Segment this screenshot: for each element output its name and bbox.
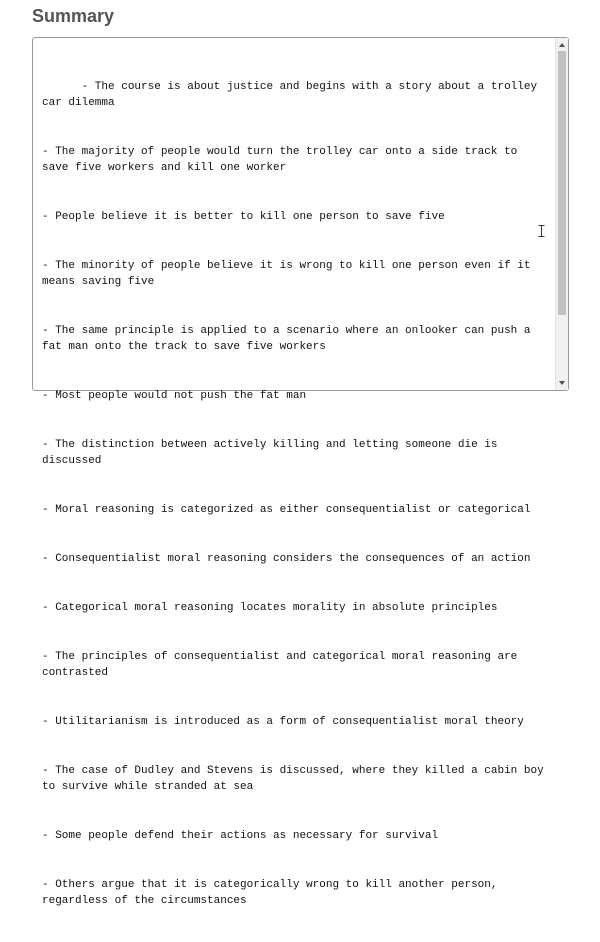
summary-line: - Consequentialist moral reasoning considers the consequences of an action bbox=[42, 553, 531, 566]
summary-line: - The principles of consequentialist and categorical moral reasoning are contrasted bbox=[42, 650, 524, 680]
summary-line: - The same principle is applied to a scenario where an onlooker can push a fat man onto the track to save five workers bbox=[42, 325, 538, 354]
summary-line: - The distinction between actively killing and letting someone die is discussed bbox=[42, 439, 505, 468]
summary-line: - Some people defend their actions as necessary for survival bbox=[42, 830, 439, 843]
summary-heading: Summary bbox=[32, 6, 115, 26]
scrollbar-thumb[interactable] bbox=[558, 51, 566, 315]
summary-line: - Utilitarianism is introduced as a form of consequentialist moral theory bbox=[42, 716, 524, 729]
summary-line: - Categorical moral reasoning locates morality in absolute principles bbox=[42, 602, 498, 615]
vertical-scrollbar[interactable] bbox=[555, 38, 568, 390]
summary-line: - The minority of people believe it is wrong to kill one person even if it means saving five bbox=[42, 259, 538, 289]
chevron-up-icon[interactable] bbox=[559, 43, 565, 47]
text-cursor-icon bbox=[538, 225, 545, 237]
summary-textarea[interactable] bbox=[32, 37, 569, 908]
summary-line: - People believe it is better to kill one person to save five bbox=[42, 210, 445, 223]
summary-line: - The course is about justice and begins with a story about a trolley car dilemma bbox=[42, 80, 544, 109]
summary-line: - Most people would not push the fat man bbox=[42, 390, 307, 403]
summary-line: - Others argue that it is categorically wrong to kill another person, regardless of the circumstances bbox=[42, 879, 505, 908]
chevron-down-icon[interactable] bbox=[559, 381, 565, 385]
summary-line: - The majority of people would turn the trolley car onto a side track to save five workers and kill one worker bbox=[42, 145, 524, 175]
summary-line: - The case of Dudley and Stevens is discussed, where they killed a cabin boy to survive while stranded at sea bbox=[42, 765, 551, 794]
summary-text bbox=[42, 46, 550, 942]
summary-line: - Moral reasoning is categorized as either consequentialist or categorical bbox=[42, 504, 531, 517]
